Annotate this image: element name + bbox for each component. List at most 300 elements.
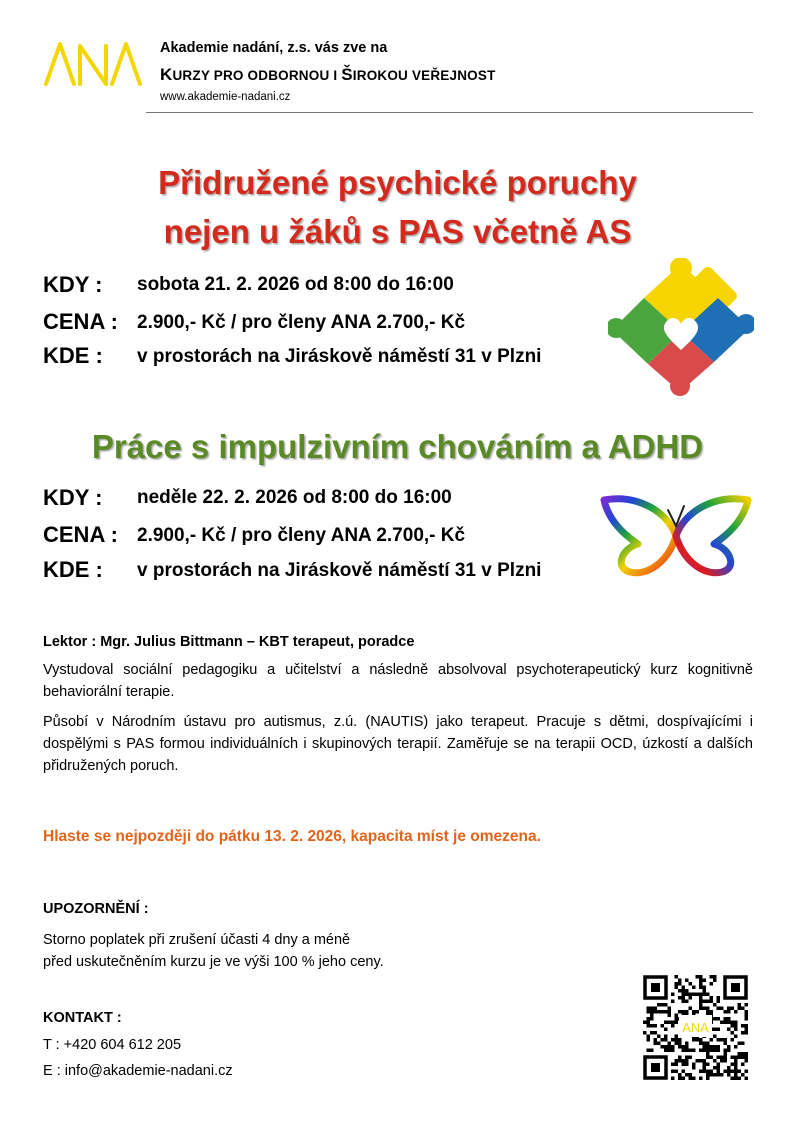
- qr-module: [703, 1070, 707, 1074]
- qr-module: [657, 1035, 661, 1039]
- qr-module: [682, 1049, 686, 1053]
- qr-module: [717, 996, 721, 1000]
- qr-module: [654, 1042, 658, 1046]
- qr-module: [699, 1038, 703, 1042]
- qr-module: [717, 1073, 721, 1077]
- qr-module: [745, 1031, 749, 1035]
- qr-module: [731, 1031, 735, 1035]
- qr-module: [738, 1077, 742, 1081]
- qr-module: [682, 996, 686, 1000]
- qr-module: [671, 1021, 675, 1025]
- qr-module: [668, 1014, 672, 1018]
- qr-module: [745, 1059, 749, 1063]
- qr-module: [682, 1010, 686, 1014]
- qr-module: [675, 1042, 679, 1046]
- qr-code-icon[interactable]: [643, 975, 748, 1080]
- qr-module: [703, 1059, 707, 1063]
- qr-module: [661, 1045, 665, 1049]
- courses-heading: KURZY PRO ODBORNOU I ŠIROKOU VEŘEJNOST: [160, 65, 496, 84]
- qr-module: [668, 1049, 672, 1053]
- qr-module: [654, 1038, 658, 1042]
- qr-module: [654, 1007, 658, 1011]
- qr-module: [727, 1066, 731, 1070]
- qr-module: [720, 1038, 724, 1042]
- qr-module: [654, 1010, 658, 1014]
- qr-module: [675, 1021, 679, 1025]
- course1-price: 2.900,- Kč / pro členy ANA 2.700,- Kč: [137, 312, 466, 333]
- qr-module: [713, 1049, 717, 1053]
- qr-module: [664, 1010, 668, 1014]
- qr-module: [745, 1014, 749, 1018]
- qr-module: [664, 1038, 668, 1042]
- qr-module: [734, 1010, 738, 1014]
- qr-module: [699, 1049, 703, 1053]
- puzzle-heart-icon: [608, 258, 754, 396]
- qr-module: [706, 1045, 710, 1049]
- qr-module: [689, 1077, 693, 1081]
- qr-module: [738, 1070, 742, 1074]
- qr-module: [675, 1070, 679, 1074]
- qr-module: [717, 1049, 721, 1053]
- qr-module: [643, 1021, 647, 1025]
- qr-module: [703, 1063, 707, 1067]
- qr-module: [706, 1073, 710, 1077]
- ana-logo-icon: [42, 38, 146, 88]
- qr-module: [724, 1070, 728, 1074]
- qr-module: [727, 1017, 731, 1021]
- qr-module: [710, 1010, 714, 1014]
- qr-module: [682, 986, 686, 990]
- lecturer-line: Lektor : Mgr. Julius Bittmann – KBT terapeut, poradce: [43, 634, 415, 650]
- qr-module: [720, 1073, 724, 1077]
- qr-module: [647, 1038, 651, 1042]
- qr-module: [713, 975, 717, 979]
- qr-module: [699, 993, 703, 997]
- qr-module: [668, 1021, 672, 1025]
- qr-module: [689, 996, 693, 1000]
- qr-module: [699, 982, 703, 986]
- course2-where-label: KDE :: [43, 557, 103, 582]
- qr-module: [703, 1049, 707, 1053]
- qr-module: [668, 1045, 672, 1049]
- qr-module: [710, 1000, 714, 1004]
- qr-code-graphic: [643, 975, 748, 1080]
- qr-module: [706, 993, 710, 997]
- contact-email[interactable]: E : info@akademie-nadani.cz: [43, 1063, 233, 1079]
- qr-module: [664, 1021, 668, 1025]
- qr-module: [727, 1049, 731, 1053]
- qr-module: [675, 1014, 679, 1018]
- qr-module: [678, 989, 682, 993]
- qr-module: [699, 1070, 703, 1074]
- qr-module: [647, 1017, 651, 1021]
- qr-module: [724, 1021, 728, 1025]
- qr-module: [685, 989, 689, 993]
- qr-module: [685, 1010, 689, 1014]
- qr-module: [692, 1038, 696, 1042]
- qr-module: [717, 1056, 721, 1060]
- qr-module: [682, 989, 686, 993]
- qr-module: [706, 1010, 710, 1014]
- qr-module: [738, 1042, 742, 1046]
- qr-module: [724, 1010, 728, 1014]
- qr-module: [713, 1073, 717, 1077]
- qr-module: [713, 1017, 717, 1021]
- qr-module: [717, 1066, 721, 1070]
- qr-module: [731, 1063, 735, 1067]
- qr-module: [685, 1049, 689, 1053]
- qr-module: [717, 1070, 721, 1074]
- qr-module: [734, 1077, 738, 1081]
- qr-module: [699, 986, 703, 990]
- qr-module: [738, 1007, 742, 1011]
- qr-module: [664, 1049, 668, 1053]
- qr-module: [731, 1021, 735, 1025]
- qr-module: [678, 979, 682, 983]
- qr-module: [724, 1056, 728, 1060]
- qr-module: [692, 986, 696, 990]
- qr-module: [720, 1007, 724, 1011]
- qr-module: [731, 1038, 735, 1042]
- qr-module: [650, 1017, 654, 1021]
- qr-module: [717, 1028, 721, 1032]
- qr-module: [685, 1059, 689, 1063]
- qr-module: [741, 1042, 745, 1046]
- qr-module: [713, 1059, 717, 1063]
- qr-module: [678, 1010, 682, 1014]
- ana-logo: [42, 38, 146, 88]
- qr-module: [717, 1000, 721, 1004]
- qr-module: [727, 1010, 731, 1014]
- qr-module: [724, 1052, 728, 1056]
- qr-module: [724, 1059, 728, 1063]
- qr-module: [675, 1035, 679, 1039]
- qr-module: [731, 1056, 735, 1060]
- qr-module: [685, 1042, 689, 1046]
- qr-module: [734, 1028, 738, 1032]
- qr-module: [647, 1007, 651, 1011]
- qr-module: [671, 1038, 675, 1042]
- qr-module: [741, 1024, 745, 1028]
- qr-module: [678, 1038, 682, 1042]
- qr-module: [671, 1063, 675, 1067]
- qr-module: [699, 1059, 703, 1063]
- qr-module: [671, 1077, 675, 1081]
- qr-module: [675, 1063, 679, 1067]
- qr-module: [678, 1073, 682, 1077]
- qr-module: [664, 1003, 668, 1007]
- qr-module: [692, 1063, 696, 1067]
- qr-module: [703, 1042, 707, 1046]
- qr-module: [738, 1003, 742, 1007]
- qr-module: [685, 1073, 689, 1077]
- qr-module: [675, 1017, 679, 1021]
- course1-when: sobota 21. 2. 2026 od 8:00 do 16:00: [137, 274, 454, 295]
- qr-module: [699, 996, 703, 1000]
- qr-module: [710, 1045, 714, 1049]
- qr-module: [717, 1017, 721, 1021]
- qr-module: [661, 1024, 665, 1028]
- qr-module: [675, 986, 679, 990]
- qr-module: [703, 1045, 707, 1049]
- qr-module: [745, 1003, 749, 1007]
- qr-module: [647, 1035, 651, 1039]
- qr-module: [668, 1042, 672, 1046]
- qr-module: [664, 1028, 668, 1032]
- qr-module: [661, 1038, 665, 1042]
- qr-module: [724, 1049, 728, 1053]
- qr-module: [685, 979, 689, 983]
- qr-module: [699, 979, 703, 983]
- qr-module: [734, 1045, 738, 1049]
- qr-module: [741, 1073, 745, 1077]
- qr-module: [710, 1038, 714, 1042]
- qr-module: [675, 1059, 679, 1063]
- qr-module: [685, 1045, 689, 1049]
- qr-module: [671, 1024, 675, 1028]
- course1-title-line2: nejen u žáků s PAS včetně AS: [163, 213, 632, 250]
- qr-module: [664, 1035, 668, 1039]
- qr-module: [713, 1045, 717, 1049]
- qr-module: [696, 975, 700, 979]
- qr-module: [741, 1031, 745, 1035]
- qr-module: [717, 1063, 721, 1067]
- qr-module: [703, 1007, 707, 1011]
- qr-module: [734, 1024, 738, 1028]
- qr-module: [692, 1049, 696, 1053]
- qr-module: [699, 975, 703, 979]
- qr-module: [717, 1038, 721, 1042]
- qr-module: [731, 1077, 735, 1081]
- qr-module: [731, 1024, 735, 1028]
- qr-module: [710, 1056, 714, 1060]
- qr-module: [713, 1028, 717, 1032]
- header-divider: [146, 112, 753, 113]
- qr-module: [671, 1000, 675, 1004]
- qr-module: [699, 1007, 703, 1011]
- qr-module: [689, 1056, 693, 1060]
- qr-module: [657, 1010, 661, 1014]
- course1-when-label: KDY :: [43, 272, 103, 297]
- qr-module: [692, 1066, 696, 1070]
- qr-module: [734, 1021, 738, 1025]
- qr-module: [717, 1007, 721, 1011]
- qr-module: [703, 979, 707, 983]
- qr-module: [713, 1035, 717, 1039]
- qr-module: [703, 1066, 707, 1070]
- qr-module: [706, 1070, 710, 1074]
- qr-module: [699, 1000, 703, 1004]
- qr-module: [650, 1031, 654, 1035]
- qr-module: [699, 1042, 703, 1046]
- course2-title: Práce s impulzivním chováním a ADHD: [91, 428, 704, 465]
- registration-deadline: Hlaste se nejpozději do pátku 13. 2. 2026, kapacita míst je omezena.: [43, 828, 541, 845]
- qr-module: [706, 1000, 710, 1004]
- qr-module: [706, 1063, 710, 1067]
- qr-module: [668, 1010, 672, 1014]
- website-link[interactable]: www.akademie-nadani.cz: [160, 91, 291, 103]
- qr-module: [724, 1038, 728, 1042]
- qr-module: [661, 1010, 665, 1014]
- qr-module: [727, 1073, 731, 1077]
- qr-module: [692, 993, 696, 997]
- qr-module: [643, 1031, 647, 1035]
- qr-module: [650, 1024, 654, 1028]
- qr-module: [650, 1049, 654, 1053]
- qr-module: [696, 1010, 700, 1014]
- qr-module: [682, 993, 686, 997]
- qr-module: [706, 1077, 710, 1081]
- qr-module: [678, 1045, 682, 1049]
- qr-module: [703, 986, 707, 990]
- qr-module: [689, 982, 693, 986]
- contact-phone[interactable]: T : +420 604 612 205: [43, 1037, 182, 1053]
- qr-module: [647, 1049, 651, 1053]
- warning-line2: před uskutečněním kurzu je ve výši 100 % jeho ceny.: [43, 954, 384, 970]
- qr-module: [727, 1028, 731, 1032]
- qr-module: [661, 1003, 665, 1007]
- qr-module: [654, 1024, 658, 1028]
- course1-price-label: CENA :: [43, 309, 118, 334]
- course2-price-label: CENA :: [43, 522, 118, 547]
- qr-module: [685, 1063, 689, 1067]
- qr-module: [706, 1042, 710, 1046]
- warning-line1: Storno poplatek při zrušení účasti 4 dny a méně: [43, 932, 351, 948]
- qr-module: [671, 993, 675, 997]
- qr-module: [710, 975, 714, 979]
- qr-module: [713, 979, 717, 983]
- qr-module: [745, 1052, 749, 1056]
- qr-module: [692, 1077, 696, 1081]
- course2-when: neděle 22. 2. 2026 od 8:00 do 16:00: [137, 487, 452, 508]
- qr-module: [678, 996, 682, 1000]
- qr-module: [738, 1052, 742, 1056]
- qr-module: [706, 1049, 710, 1053]
- qr-module: [706, 1056, 710, 1060]
- qr-module: [682, 1070, 686, 1074]
- lecturer-work: Působí v Národním ústavu pro autismus, z.ú. (NAUTIS) jako terapeut. Pracuje s dětmi, dospívajícími i dospělými s PAS formou individuálních i skupinových terapií. Zaměřuje se na terapii OCD, úzkostí a dalších přidružených poruch.: [43, 714, 753, 774]
- qr-module: [699, 1077, 703, 1081]
- qr-module: [678, 1059, 682, 1063]
- qr-module: [720, 1056, 724, 1060]
- qr-module: [745, 1056, 749, 1060]
- qr-module: [664, 1045, 668, 1049]
- qr-module: [713, 1003, 717, 1007]
- qr-module: [738, 1056, 742, 1060]
- qr-module: [741, 1063, 745, 1067]
- qr-module: [741, 1052, 745, 1056]
- qr-module: [699, 1003, 703, 1007]
- qr-module: [710, 1073, 714, 1077]
- qr-module: [745, 1028, 749, 1032]
- qr-module: [731, 1007, 735, 1011]
- qr-module: [710, 1070, 714, 1074]
- qr-module: [734, 1070, 738, 1074]
- qr-module: [745, 1070, 749, 1074]
- qr-module: [731, 1070, 735, 1074]
- qr-module: [689, 993, 693, 997]
- qr-module: [745, 1024, 749, 1028]
- organization-invite: Akademie nadání, z.s. vás zve na: [160, 40, 388, 56]
- qr-module: [682, 1077, 686, 1081]
- qr-module: [706, 1007, 710, 1011]
- course1-title-line1: Přidružené psychické poruchy: [158, 164, 637, 201]
- qr-module: [675, 1038, 679, 1042]
- qr-module: [685, 1056, 689, 1060]
- qr-module: [682, 1000, 686, 1004]
- qr-module: [696, 1038, 700, 1042]
- qr-module: [685, 993, 689, 997]
- qr-module: [689, 1049, 693, 1053]
- qr-module: [671, 1070, 675, 1074]
- qr-module: [734, 1035, 738, 1039]
- qr-module: [710, 1049, 714, 1053]
- qr-module: [741, 1007, 745, 1011]
- qr-module: [678, 982, 682, 986]
- qr-module: [734, 1073, 738, 1077]
- qr-module: [724, 1017, 728, 1021]
- qr-module: [650, 1010, 654, 1014]
- qr-module: [678, 1056, 682, 1060]
- qr-module: [647, 1021, 651, 1025]
- qr-module: [703, 993, 707, 997]
- qr-module: [703, 1000, 707, 1004]
- qr-module: [703, 989, 707, 993]
- qr-module: [668, 1007, 672, 1011]
- qr-module: [720, 1021, 724, 1025]
- qr-module: [696, 993, 700, 997]
- qr-module: [675, 975, 679, 979]
- qr-module: [689, 1007, 693, 1011]
- qr-module: [671, 1049, 675, 1053]
- qr-module: [727, 1045, 731, 1049]
- course2-where: v prostorách na Jiráskově náměstí 31 v Plzni: [137, 560, 542, 581]
- contact-heading: KONTAKT :: [43, 1010, 122, 1026]
- qr-module: [647, 1024, 651, 1028]
- qr-module: [745, 1017, 749, 1021]
- qr-module: [745, 1010, 749, 1014]
- qr-module: [692, 1010, 696, 1014]
- qr-module: [706, 1052, 710, 1056]
- qr-module: [696, 1059, 700, 1063]
- qr-module: [650, 1007, 654, 1011]
- qr-module: [682, 1063, 686, 1067]
- qr-module: [724, 1042, 728, 1046]
- qr-module: [727, 1007, 731, 1011]
- qr-logo-text: ANA: [682, 1020, 709, 1035]
- qr-module: [734, 1066, 738, 1070]
- qr-module: [675, 982, 679, 986]
- qr-module: [734, 1056, 738, 1060]
- qr-module: [689, 1073, 693, 1077]
- qr-module: [720, 1059, 724, 1063]
- qr-module: [727, 1021, 731, 1025]
- warning-heading: UPOZORNĚNÍ :: [43, 901, 149, 917]
- qr-module: [717, 1045, 721, 1049]
- qr-module: [710, 982, 714, 986]
- lecturer-education: Vystudoval sociální pedagogiku a učitelství a následně absolvoval psychoterapeutický kurz kognitivně behaviorální terapie.: [43, 662, 753, 700]
- qr-module: [647, 1010, 651, 1014]
- rainbow-butterfly-icon: [598, 492, 754, 578]
- qr-module: [678, 1077, 682, 1081]
- qr-module: [682, 1059, 686, 1063]
- qr-module: [671, 1045, 675, 1049]
- qr-module: [678, 1042, 682, 1046]
- course2-when-label: KDY :: [43, 485, 103, 510]
- course1-where-label: KDE :: [43, 343, 103, 368]
- qr-module: [654, 1031, 658, 1035]
- qr-module: [745, 1077, 749, 1081]
